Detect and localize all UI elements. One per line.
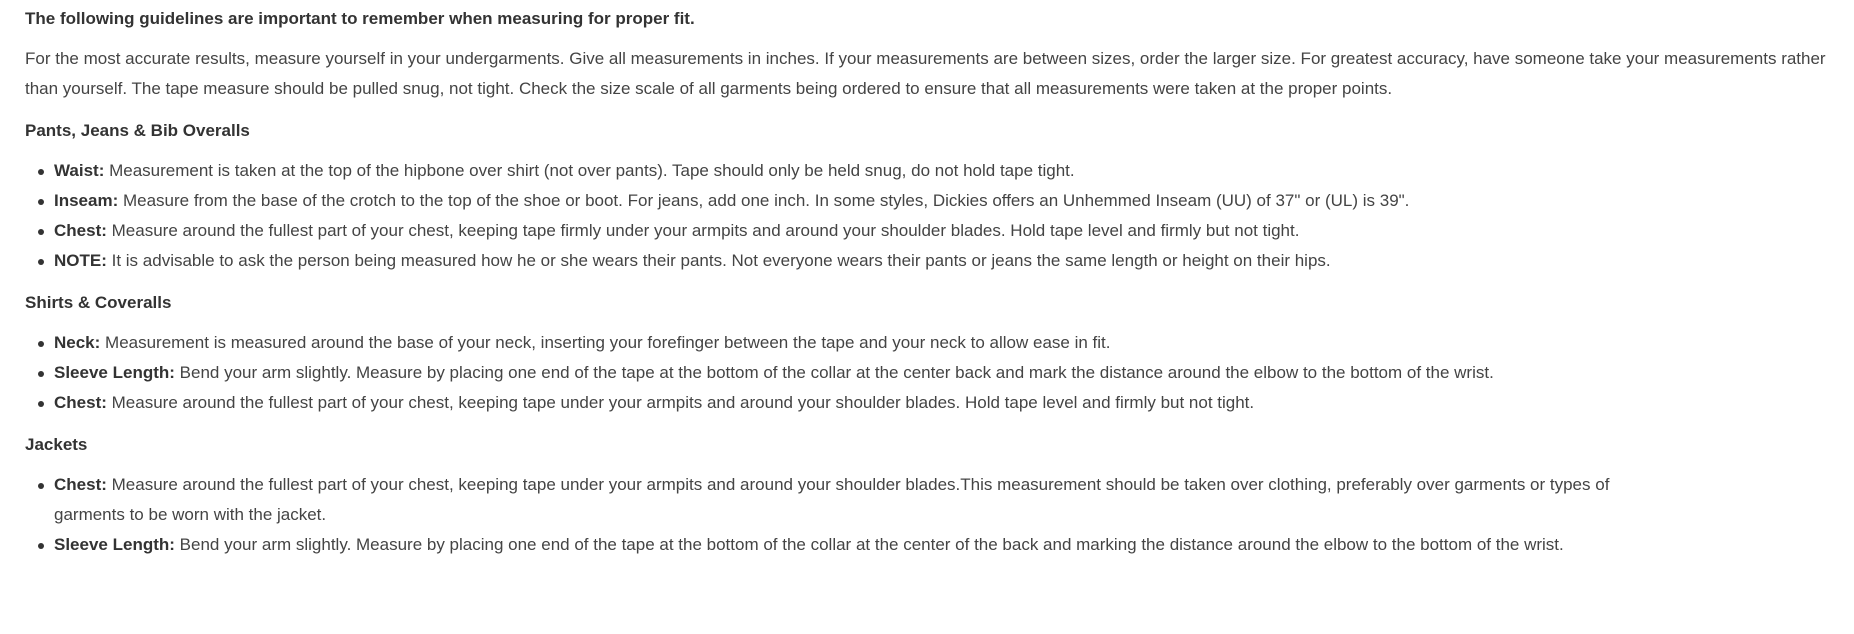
list-jackets bbox=[25, 470, 1835, 560]
item-term: Chest: bbox=[54, 221, 107, 240]
item-text: Measure around the fullest part of your chest, keeping tape under your armpits and around your shoulder blades. Hold tape level and firmly but not tight. bbox=[106, 393, 1255, 412]
section-title-pants: Pants, Jeans & Bib Overalls bbox=[25, 121, 250, 140]
item-term: Chest: bbox=[54, 475, 107, 494]
section-title-jackets: Jackets bbox=[25, 435, 88, 454]
item-text: Measure around the fullest part of your chest, keeping tape under your armpits and around your shoulder blades.This measurement should be taken over clothing, preferably over garments or types of garments to be worn with the jacket. bbox=[54, 475, 1610, 524]
item-text: Bend your arm slightly. Measure by placing one end of the tape at the bottom of the collar at the center of the back and marking the distance around the elbow to the bottom of the wrist. bbox=[174, 535, 1564, 554]
item-text: Measure from the base of the crotch to the top of the shoe or boot. For jeans, add one inch. In some styles, Dickies offers an Unhemmed Inseam (UU) of 37" or (UL) is 39". bbox=[118, 191, 1410, 210]
list-item bbox=[54, 358, 1835, 388]
list-item bbox=[54, 216, 1835, 246]
item-term: Neck: bbox=[54, 333, 101, 352]
item-text: Measure around the fullest part of your chest, keeping tape firmly under your armpits and around your shoulder blades. Hold tape level and firmly but not tight. bbox=[106, 221, 1300, 240]
item-text: Measurement is measured around the base of your neck, inserting your forefinger between the tape and your neck to allow ease in fit. bbox=[100, 333, 1111, 352]
list-item bbox=[54, 530, 1835, 560]
item-text: Measurement is taken at the top of the hipbone over shirt (not over pants). Tape should only be held snug, do not hold tape tight. bbox=[104, 161, 1075, 180]
list-item bbox=[54, 388, 1835, 418]
item-term: Waist: bbox=[54, 161, 105, 180]
list-item bbox=[54, 470, 1614, 530]
intro-heading: The following guidelines are important to remember when measuring for proper fit. bbox=[25, 9, 695, 28]
list-shirts bbox=[25, 328, 1835, 418]
item-term: Chest: bbox=[54, 393, 107, 412]
list-item bbox=[54, 186, 1835, 216]
item-term: Sleeve Length: bbox=[54, 535, 175, 554]
item-text: Bend your arm slightly. Measure by placing one end of the tape at the bottom of the collar at the center back and mark the distance around the elbow to the bottom of the wrist. bbox=[174, 363, 1494, 382]
section-title-shirts: Shirts & Coveralls bbox=[25, 293, 172, 312]
list-item bbox=[54, 328, 1835, 358]
size-guide-content bbox=[25, 4, 1835, 560]
item-term: Inseam: bbox=[54, 191, 119, 210]
list-item bbox=[54, 246, 1835, 276]
item-term: NOTE: bbox=[54, 251, 107, 270]
intro-text: For the most accurate results, measure yourself in your undergarments. Give all measurements in inches. If your measurements are between sizes, order the larger size. For greatest accuracy, have someone take your measurements rather than yourself. The tape measure should be pulled snug, not tight. Check the size scale of all garments being ordered to ensure that all measurements were taken at the proper points. bbox=[25, 49, 1826, 98]
list-item bbox=[54, 156, 1835, 186]
item-text: It is advisable to ask the person being measured how he or she wears their pants. Not everyone wears their pants or jeans the same length or height on their hips. bbox=[106, 251, 1331, 270]
list-pants bbox=[25, 156, 1835, 276]
item-term: Sleeve Length: bbox=[54, 363, 175, 382]
